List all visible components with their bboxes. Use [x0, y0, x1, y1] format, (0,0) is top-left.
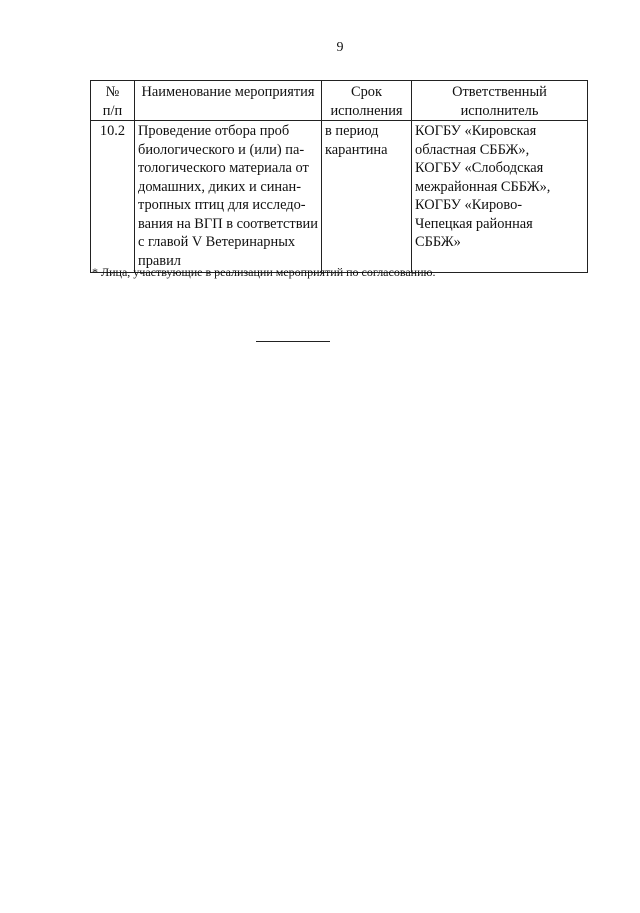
table-row: [91, 121, 588, 273]
footnote: * Лица, участвующие в реализации мероприятий по согласованию.: [92, 265, 436, 279]
row-deadline: в период карантина: [322, 121, 412, 273]
row-responsible: КОГБУ «Кировская областная СББЖ», КОГБУ «Слободская межрайонная СББЖ», КОГБУ «Кирово- Чепецкая районная СББЖ»: [412, 121, 588, 273]
row-event-name: Проведение отбора проб биологического и (или) па- тологического материала от домашних, диких и синан- тропных птиц для исследо- вания на ВГП в соответствии с главой V Ветеринарных правил: [135, 121, 322, 273]
end-divider: [256, 341, 330, 342]
header-deadline: Срок исполнения: [322, 81, 412, 121]
header-number: № п/п: [91, 81, 135, 121]
row-number: 10.2: [91, 121, 135, 273]
events-table: [90, 80, 588, 273]
page-number: 9: [336, 40, 344, 55]
header-responsible: Ответственный исполнитель: [412, 81, 588, 121]
table-header-row: [91, 81, 588, 121]
header-event-name: Наименование мероприятия: [135, 81, 322, 121]
